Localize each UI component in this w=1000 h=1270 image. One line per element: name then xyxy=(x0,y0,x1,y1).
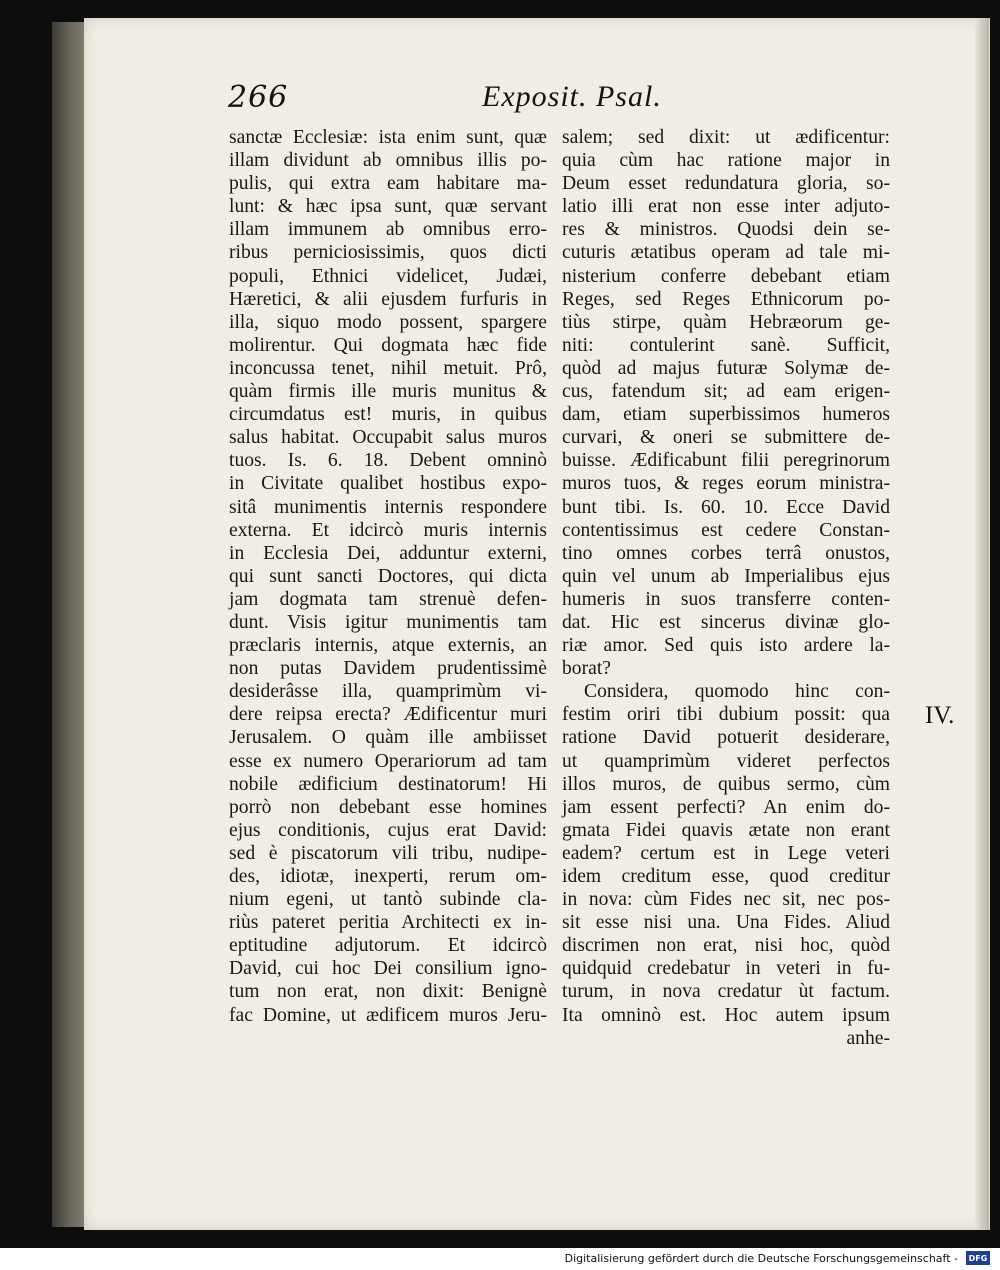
text-line: festim oriri tibi dubium possit: qua xyxy=(562,704,890,726)
text-line: riæ amor. Sed quis isto ardere la- xyxy=(562,635,890,657)
text-line: esse ex numero Operariorum ad tam xyxy=(229,750,547,772)
text-line: molirentur. Qui dogmata hæc fide xyxy=(229,334,547,356)
text-line: in Civitate qualibet hostibus expo- xyxy=(229,473,547,495)
text-line: illam immunem ab omnibus erro- xyxy=(229,219,547,241)
dfg-logo-icon: DFG xyxy=(966,1251,990,1265)
text-line: contentissimus est cedere Constan- xyxy=(562,519,890,541)
text-line: quidquid credebatur in veteri in fu- xyxy=(562,958,890,980)
text-line: res & ministros. Quodsi dein se- xyxy=(562,219,890,241)
page-right-edge xyxy=(975,18,989,1230)
text-line: sanctæ Ecclesiæ: ista enim sunt, quæ xyxy=(229,127,547,148)
text-line: discrimen non erat, nisi hoc, quòd xyxy=(562,935,890,957)
text-line: borat? xyxy=(562,658,611,680)
text-line: dere reipsa erecta? Ædificentur muri xyxy=(229,704,547,726)
text-line: quin vel unum ab Imperialibus ejus xyxy=(562,565,890,587)
text-line: buisse. Ædificabunt filii peregrinorum xyxy=(562,450,890,472)
text-line: eptitudine adjutorum. Et idcircò xyxy=(229,935,547,957)
text-line: quia cùm hac ratione major in xyxy=(562,150,890,172)
text-line: ejus conditionis, cujus erat David: xyxy=(229,819,547,841)
text-line: tino omnes corbes terrâ onustos, xyxy=(562,542,890,564)
text-line: eadem? certum est in Lege veteri xyxy=(562,842,890,864)
text-line: turum, in nova credatur ùt factum. xyxy=(562,981,890,1003)
text-line: porrò non debebant esse homines xyxy=(229,796,547,818)
text-line: Considera, quomodo hinc con- xyxy=(584,681,890,703)
page-number: 266 xyxy=(228,80,289,115)
text-line: des, idiotæ, inexperti, rerum om- xyxy=(229,866,547,887)
text-line: nium egeni, ut tantò subinde cla- xyxy=(229,889,547,911)
running-title: Exposit. Psal. xyxy=(482,80,662,113)
text-line: ribus perniciosissimis, quos dicti xyxy=(229,242,547,264)
text-line: populi, Ethnici videlicet, Judæi, xyxy=(229,265,547,287)
text-line: cuturis ætatibus operam ad tale mi- xyxy=(562,242,890,264)
text-line: pulis, qui extra eam habitare ma- xyxy=(229,173,547,195)
text-line: anhe- xyxy=(846,1027,890,1049)
text-line: nisterium conferre debebant etiam xyxy=(562,265,890,287)
text-line: in nova: cùm Fides nec sit, nec pos- xyxy=(562,889,890,911)
text-line: quàm firmis ille muris munitus & xyxy=(229,381,547,403)
text-line: bunt tibi. Is. 60. 10. Ecce David xyxy=(562,496,890,518)
text-line: inconcussa tenet, nihil metuit. Prô, xyxy=(229,357,547,379)
text-line: jam dogmata tam strenuè defen- xyxy=(229,588,547,610)
text-line: jam essent perfecti? An enim do- xyxy=(562,796,890,818)
text-line: dam, etiam superbissimos humeros xyxy=(562,404,890,426)
text-line: præclaris internis, atque externis, an xyxy=(229,635,547,657)
text-line: Jerusalem. O quàm ille ambiisset xyxy=(229,727,547,749)
text-line: circumdatus est! muris, in quibus xyxy=(229,404,547,426)
text-line: externa. Et idcircò muris internis xyxy=(229,519,547,541)
text-line: sitâ munimentis internis respondere xyxy=(229,496,547,518)
text-line: niti: contulerint sanè. Sufficit, xyxy=(562,334,890,356)
text-line: riùs pateret peritia Architecti ex in- xyxy=(229,912,547,934)
text-line: sit esse nisi una. Una Fides. Aliud xyxy=(562,912,890,934)
text-line: lunt: & hæc ipsa sunt, quæ servant xyxy=(229,196,547,218)
text-line: gmata Fidei quavis ætate non erant xyxy=(562,819,890,841)
footer-credit: Digitalisierung gefördert durch die Deutsche Forschungsgemeinschaft - xyxy=(564,1252,958,1265)
text-line: fac Domine, ut ædificem muros Jeru- xyxy=(229,1004,547,1026)
text-line: illam dividunt ab omnibus illis po- xyxy=(229,150,547,172)
text-line: curvari, & oneri se submittere de- xyxy=(562,427,890,449)
text-line: quòd ad majus futuræ Solymæ de- xyxy=(562,357,890,379)
text-line: muros tuos, & reges eorum ministra- xyxy=(562,473,890,495)
text-line: humeris in suos transferre conten- xyxy=(562,588,890,610)
text-line: ratione David potuerit desiderare, xyxy=(562,727,890,749)
text-line: tiùs stirpe, quàm Hebræorum ge- xyxy=(562,311,890,333)
text-line: David, cui hoc Dei consilium igno- xyxy=(229,958,547,980)
text-line: in Ecclesia Dei, adduntur externi, xyxy=(229,542,547,564)
text-line: Reges, sed Reges Ethnicorum po- xyxy=(562,288,890,310)
text-line: salus habitat. Occupabit salus muros xyxy=(229,427,547,449)
text-line: latio illi erat non esse inter adjuto- xyxy=(562,196,890,218)
margin-section-number: IV. xyxy=(925,702,955,729)
text-line: cus, fatendum sit; ad eam erigen- xyxy=(562,381,890,403)
text-line: qui sunt sancti Doctores, qui dicta xyxy=(229,565,547,587)
text-line: dunt. Visis igitur munimentis tam xyxy=(229,611,547,633)
text-line: Hæretici, & alii ejusdem furfuris in xyxy=(229,288,547,310)
text-line: illa, siquo modo possent, spargere xyxy=(229,311,547,333)
text-line: tum non erat, non dixit: Benignè xyxy=(229,981,547,1003)
text-line: Ita omninò est. Hoc autem ipsum xyxy=(562,1004,890,1026)
text-line: salem; sed dixit: ut ædificentur: xyxy=(562,127,890,148)
left-text-column xyxy=(229,126,547,1027)
text-line: idem creditum esse, quod creditur xyxy=(562,866,890,887)
text-line: non putas Davidem prudentissimè xyxy=(229,658,547,680)
text-line: Deum esset redundatura gloria, so- xyxy=(562,173,890,195)
text-line: ut quamprimùm videret perfectos xyxy=(562,750,890,772)
text-line: sed è piscatorum vili tribu, nudipe- xyxy=(229,842,547,864)
text-line: tuos. Is. 6. 18. Debent omninò xyxy=(229,450,547,472)
right-text-column xyxy=(562,126,890,1050)
text-line: illos muros, de quibus sermo, cùm xyxy=(562,773,890,795)
text-line: desiderâsse illa, quamprimùm vi- xyxy=(229,681,547,703)
text-line: dat. Hic est sincerus divinæ glo- xyxy=(562,611,890,633)
text-line: nobile ædificium destinatorum! Hi xyxy=(229,773,547,795)
